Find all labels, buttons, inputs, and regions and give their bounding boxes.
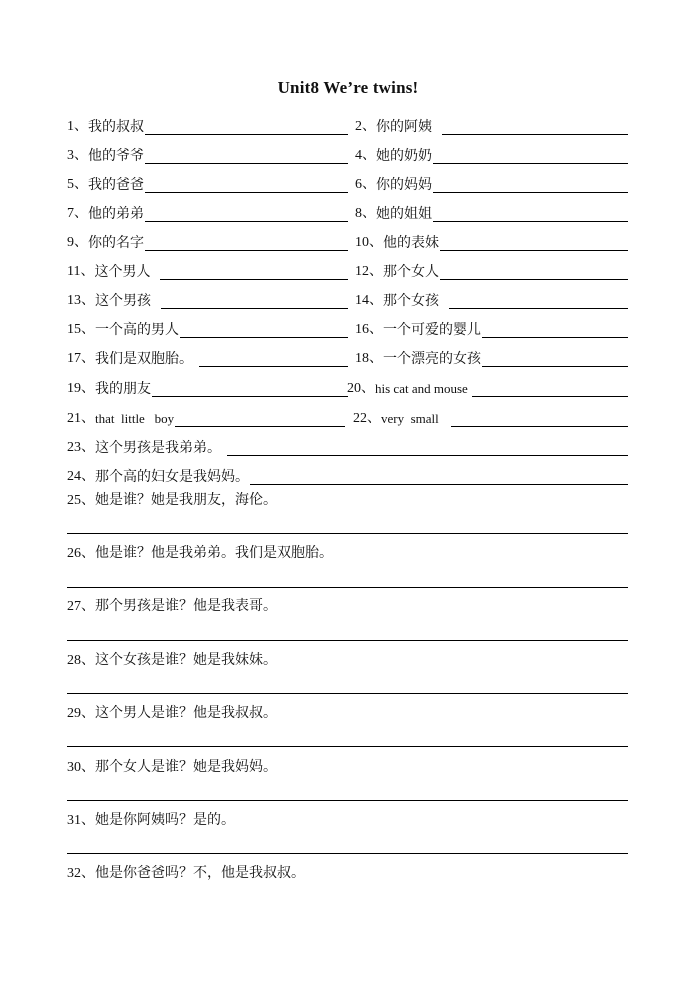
item-text: 一个可爱的婴儿 <box>383 322 481 338</box>
item-number: 24 <box>67 469 81 484</box>
item-number: 4 <box>355 148 362 163</box>
item-text: his cat and mouse <box>375 381 468 396</box>
answer-blank[interactable] <box>227 439 628 456</box>
question-28: 28、这个女孩是谁？她是我妹妹。 <box>67 652 277 668</box>
item-text: 那个女孩 <box>383 293 439 309</box>
item-number: 27 <box>67 599 81 614</box>
item-text: 这个男孩是我弟弟。 <box>95 440 221 456</box>
item-text: 你的名字 <box>88 235 144 251</box>
item-text: very small <box>381 411 439 426</box>
question-30: 30、那个女人是谁？她是我妈妈。 <box>67 759 277 775</box>
item-text: 他的弟弟 <box>88 206 144 222</box>
item-text: that little boy <box>95 411 175 426</box>
answer-blank[interactable] <box>152 380 348 397</box>
question-27: 27、那个男孩是谁？他是我表哥。 <box>67 598 277 614</box>
item-text: 他的表妹 <box>383 235 439 251</box>
answer-line[interactable] <box>67 587 628 588</box>
item-number: 1 <box>67 119 74 134</box>
item-text: 她的奶奶 <box>376 148 432 164</box>
item-number: 30 <box>67 760 81 775</box>
item-number: 14 <box>355 293 369 308</box>
item-row: 15 、 一个高的男人 16 、 一个可爱的婴儿 <box>67 316 628 338</box>
item-number: 9 <box>67 235 74 250</box>
question-31: 31、她是你阿姨吗？是的。 <box>67 812 235 828</box>
answer-blank[interactable] <box>451 410 628 427</box>
answer-line[interactable] <box>67 746 628 747</box>
answer-line[interactable] <box>67 533 628 534</box>
item-text: 她的姐姐 <box>376 206 432 222</box>
answer-blank[interactable] <box>145 118 348 135</box>
item-row: 1 、 我的叔叔 2 、 你的阿姨 <box>67 113 628 135</box>
item-text: 他的爷爷 <box>88 148 144 164</box>
item-text: 这个男人是谁？他是我叔叔。 <box>95 705 277 721</box>
item-text: 你的妈妈 <box>376 177 432 193</box>
answer-blank[interactable] <box>199 350 348 367</box>
answer-blank[interactable] <box>482 321 628 338</box>
item-number: 22 <box>353 411 367 426</box>
item-number: 8 <box>355 206 362 221</box>
item-text: 我的爸爸 <box>88 177 144 193</box>
answer-blank[interactable] <box>433 176 628 193</box>
item-text: 这个女孩是谁？她是我妹妹。 <box>95 652 277 668</box>
answer-blank[interactable] <box>145 205 348 222</box>
item-number: 16 <box>355 322 369 337</box>
answer-blank[interactable] <box>482 350 628 367</box>
item-text: 我的朋友 <box>95 381 151 397</box>
item-number: 28 <box>67 653 81 668</box>
item-number: 6 <box>355 177 362 192</box>
question-25: 25、她是谁？她是我朋友，海伦。 <box>67 492 277 508</box>
item-text: 她是谁？她是我朋友，海伦。 <box>95 492 277 508</box>
item-row: 23 、 这个男孩是我弟弟。 <box>67 434 628 456</box>
answer-blank[interactable] <box>433 147 628 164</box>
item-row: 21 、 that little boy 22 、 very small <box>67 405 628 427</box>
item-row: 7 、 他的弟弟 8 、 她的姐姐 <box>67 200 628 222</box>
item-number: 3 <box>67 148 74 163</box>
item-text: 那个女人是谁？她是我妈妈。 <box>95 759 277 775</box>
answer-blank[interactable] <box>449 292 628 309</box>
answer-blank[interactable] <box>442 118 628 135</box>
answer-blank[interactable] <box>433 205 628 222</box>
item-text: 我的叔叔 <box>88 119 144 135</box>
item-text: 这个男人 <box>94 264 151 280</box>
question-29: 29、这个男人是谁？他是我叔叔。 <box>67 705 277 721</box>
item-row: 17 、 我们是双胞胎。 18 、 一个漂亮的女孩 <box>67 345 628 367</box>
answer-blank[interactable] <box>145 147 348 164</box>
item-number: 18 <box>355 351 369 366</box>
item-number: 11 <box>67 264 81 279</box>
item-number: 7 <box>67 206 74 221</box>
answer-line[interactable] <box>67 853 628 854</box>
item-text: 那个男孩是谁？他是我表哥。 <box>95 598 277 614</box>
question-26: 26、他是谁？他是我弟弟。我们是双胞胎。 <box>67 545 333 561</box>
item-number: 23 <box>67 440 81 455</box>
item-text: 那个女人 <box>383 264 439 280</box>
item-number: 29 <box>67 706 81 721</box>
item-number: 25 <box>67 493 81 508</box>
item-number: 26 <box>67 546 81 561</box>
item-number: 5 <box>67 177 74 192</box>
answer-blank[interactable] <box>161 292 348 309</box>
answer-blank[interactable] <box>160 263 348 280</box>
item-row: 11 、 这个男人 12 、 那个女人 <box>67 258 628 280</box>
item-number: 12 <box>355 264 369 279</box>
item-text: 她是你阿姨吗？是的。 <box>95 812 235 828</box>
answer-blank[interactable] <box>440 263 628 280</box>
item-text: 我们是双胞胎。 <box>95 351 193 367</box>
item-number: 15 <box>67 322 81 337</box>
item-row: 13 、 这个男孩 14 、 那个女孩 <box>67 287 628 309</box>
answer-blank[interactable] <box>145 176 348 193</box>
item-text: 你的阿姨 <box>376 119 432 135</box>
item-text: 那个高的妇女是我妈妈。 <box>95 469 249 485</box>
question-32: 32、他是你爸爸吗？不，他是我叔叔。 <box>67 865 305 881</box>
answer-blank[interactable] <box>175 410 345 427</box>
item-number: 19 <box>67 381 81 396</box>
answer-blank[interactable] <box>472 380 628 397</box>
item-number: 17 <box>67 351 81 366</box>
item-text: 他是谁？他是我弟弟。我们是双胞胎。 <box>95 545 333 561</box>
item-text: 一个高的男人 <box>95 322 179 338</box>
item-row: 3 、 他的爷爷 4 、 她的奶奶 <box>67 142 628 164</box>
answer-blank[interactable] <box>180 321 348 338</box>
item-number: 2 <box>355 119 362 134</box>
answer-line[interactable] <box>67 693 628 694</box>
item-text: 一个漂亮的女孩 <box>383 351 481 367</box>
item-row: 9 、 你的名字 10 、 他的表妹 <box>67 229 628 251</box>
item-number: 31 <box>67 813 81 828</box>
answer-blank[interactable] <box>440 234 628 251</box>
answer-blank[interactable] <box>250 468 628 485</box>
item-number: 21 <box>67 411 81 426</box>
item-number: 10 <box>355 235 369 250</box>
answer-blank[interactable] <box>145 234 348 251</box>
item-row: 19 、 我的朋友 20 、 his cat and mouse <box>67 375 628 397</box>
worksheet-title: Unit8 We’re twins! <box>277 78 419 97</box>
item-number: 32 <box>67 866 81 881</box>
item-row: 5 、 我的爸爸 6 、 你的妈妈 <box>67 171 628 193</box>
item-text: 他是你爸爸吗？不，他是我叔叔。 <box>95 865 305 881</box>
item-row: 24 、 那个高的妇女是我妈妈。 <box>67 463 628 485</box>
item-text: 这个男孩 <box>95 293 151 309</box>
item-number: 20 <box>347 381 361 396</box>
item-number: 13 <box>67 293 81 308</box>
answer-line[interactable] <box>67 640 628 641</box>
answer-line[interactable] <box>67 800 628 801</box>
